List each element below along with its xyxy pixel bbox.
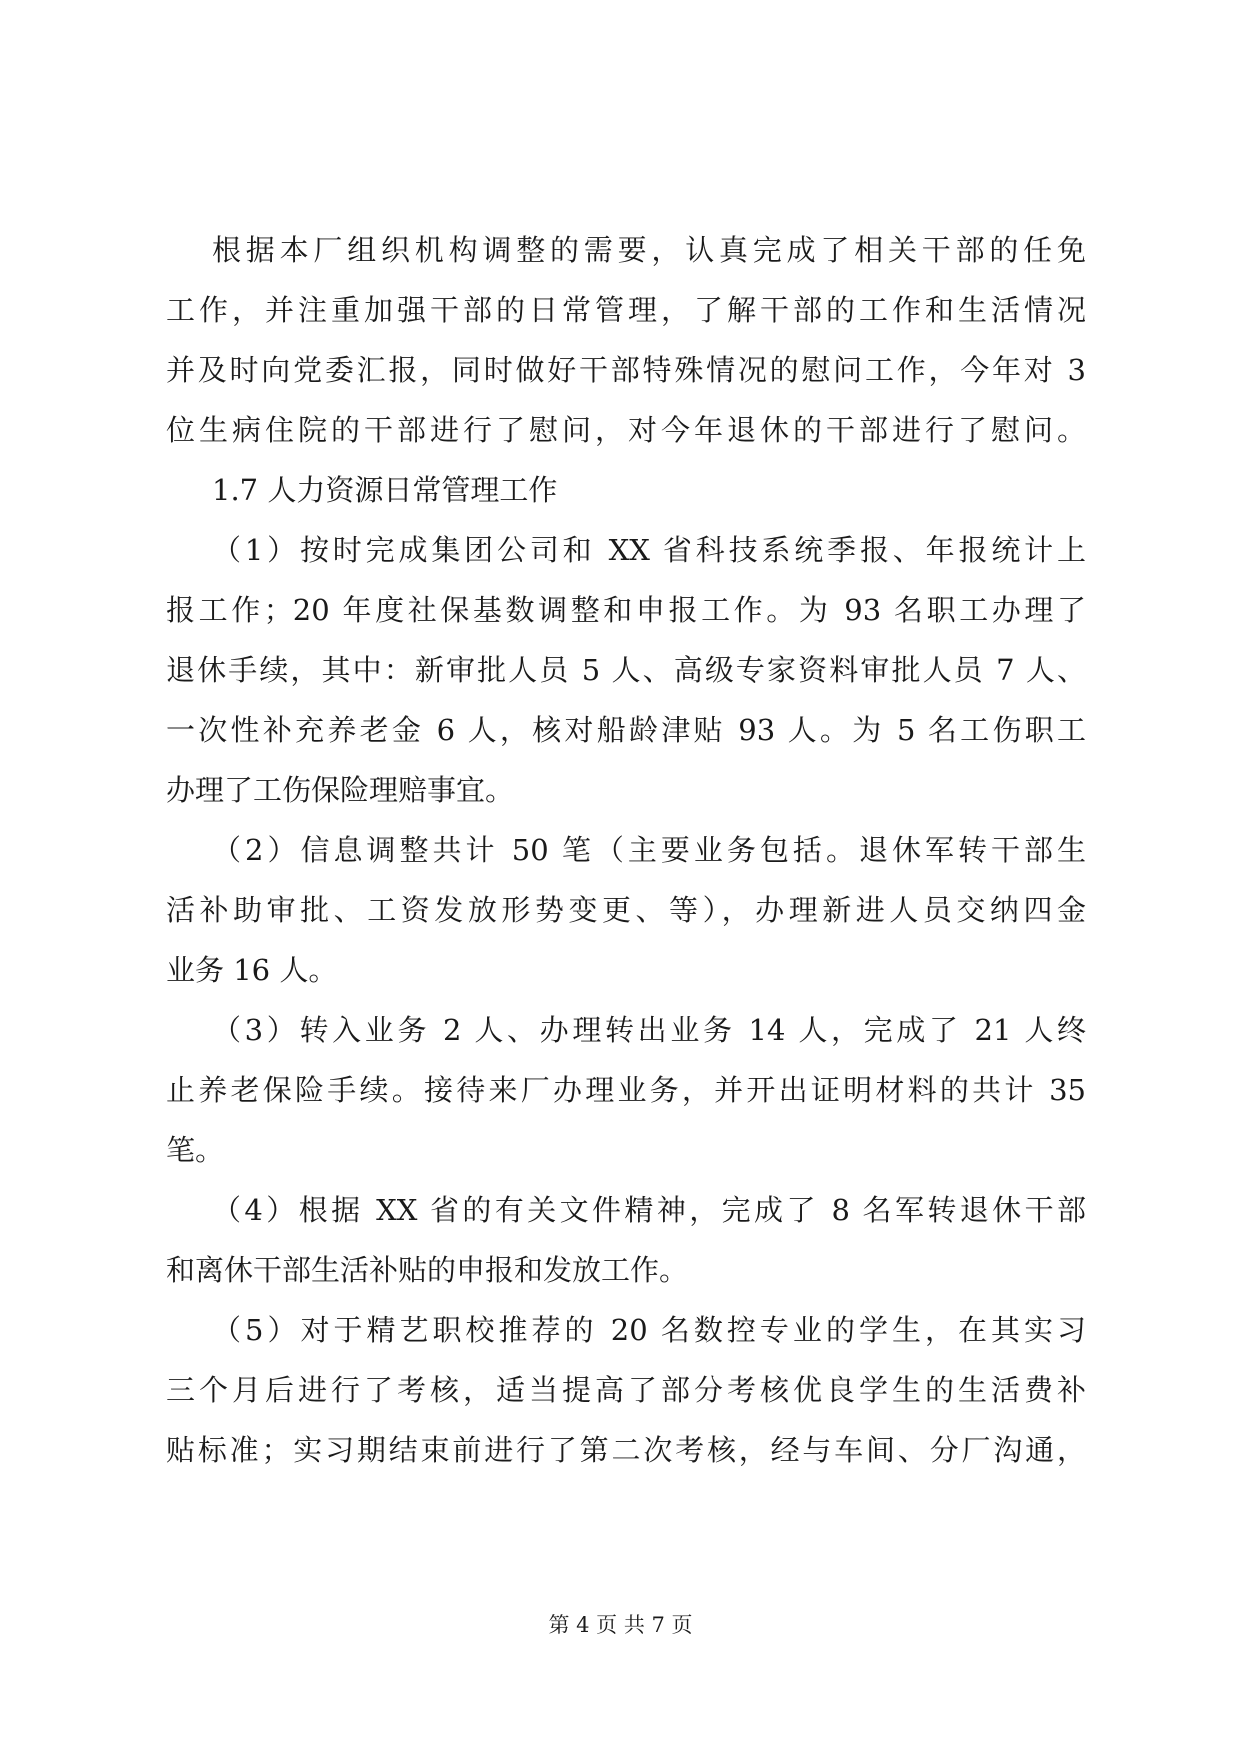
paragraph-line: 并及时向党委汇报，同时做好干部特殊情况的慰问工作，今年对 3: [166, 353, 1086, 387]
page-number-footer: 第 4 页 共 7 页: [548, 1613, 693, 1637]
paragraph-line: 止养老保险手续。接待来厂办理业务，并开出证明材料的共计 35: [166, 1073, 1086, 1107]
paragraph-line: 一次性补充养老金 6 人，核对船龄津贴 93 人。为 5 名工伤职工: [166, 713, 1086, 747]
paragraph-line: 三个月后进行了考核，适当提高了部分考核优良学生的生活费补: [166, 1373, 1086, 1407]
section-heading: 1.7 人力资源日常管理工作: [212, 473, 558, 507]
paragraph-line: 退休手续，其中：新审批人员 5 人、高级专家资料审批人员 7 人、: [166, 653, 1086, 687]
paragraph-line: （2）信息调整共计 50 笔（主要业务包括。退休军转干部生: [212, 833, 1086, 867]
paragraph-line: 办理了工伤保险理赔事宜。: [166, 773, 515, 807]
paragraph-line: （1）按时完成集团公司和 XX 省科技系统季报、年报统计上: [212, 533, 1086, 567]
paragraph-line: 位生病住院的干部进行了慰问，对今年退休的干部进行了慰问。: [166, 413, 1086, 447]
paragraph-line: 活补助审批、工资发放形势变更、等），办理新进人员交纳四金: [166, 893, 1086, 927]
paragraph-line: 工作，并注重加强干部的日常管理，了解干部的工作和生活情况: [166, 293, 1086, 327]
paragraph-line: 贴标准；实习期结束前进行了第二次考核，经与车间、分厂沟通，: [166, 1433, 1086, 1467]
paragraph-line: （3）转入业务 2 人、办理转出业务 14 人，完成了 21 人终: [212, 1013, 1086, 1047]
paragraph-line: 报工作；20 年度社保基数调整和申报工作。为 93 名职工办理了: [166, 593, 1086, 627]
paragraph-line: （4）根据 XX 省的有关文件精神，完成了 8 名军转退休干部: [212, 1193, 1086, 1227]
paragraph-line: 根据本厂组织机构调整的需要，认真完成了相关干部的任免: [212, 233, 1086, 267]
paragraph-line: 笔。: [166, 1133, 225, 1167]
paragraph-line: （5）对于精艺职校推荐的 20 名数控专业的学生，在其实习: [212, 1313, 1086, 1347]
paragraph-line: 业务 16 人。: [166, 953, 338, 987]
paragraph-line: 和离休干部生活补贴的申报和发放工作。: [166, 1253, 689, 1287]
